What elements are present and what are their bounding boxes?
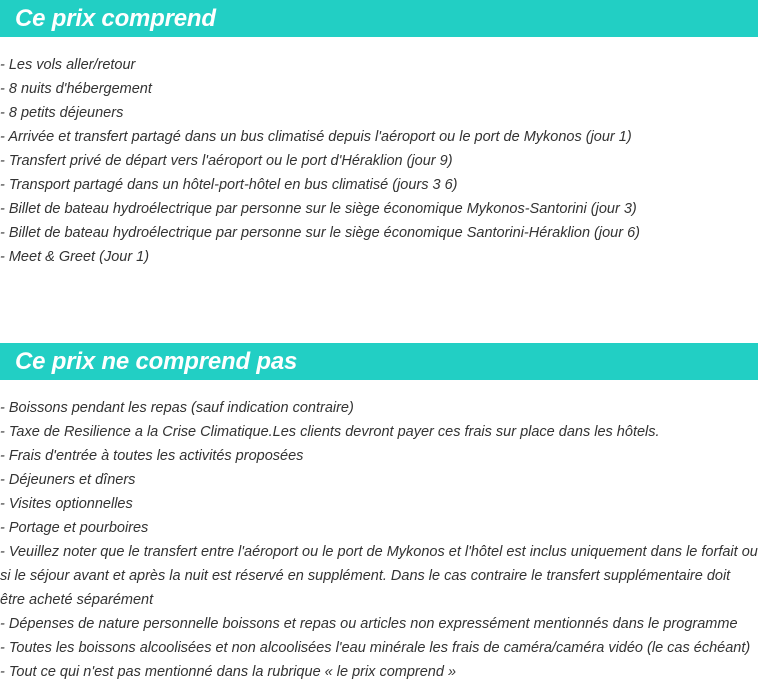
- excluded-items-list: [0, 396, 758, 684]
- excluded-item: - Boissons pendant les repas (sauf indication contraire): [0, 400, 354, 416]
- included-item: - Transport partagé dans un hôtel-port-hôtel en bus climatisé (jours 3 6): [0, 177, 458, 193]
- excluded-item: - Veuillez noter que le transfert entre l'aéroport ou le port de Mykonos et l'hôtel est inclus uniquement dans le forfait ou si le séjour avant et après la nuit est réservé en supplément. Dans le cas contraire le transfert supplémentaire doit être acheté séparément: [0, 544, 758, 608]
- included-item: - 8 petits déjeuners: [0, 105, 124, 121]
- included-item: - Meet & Greet (Jour 1): [0, 249, 150, 265]
- included-item: - Transfert privé de départ vers l'aéroport ou le port d'Héraklion (jour 9): [0, 153, 453, 169]
- excluded-item: - Toutes les boissons alcoolisées et non alcoolisées l'eau minérale les frais de caméra/caméra vidéo (le cas échéant): [0, 640, 751, 656]
- included-item: - 8 nuits d'hébergement: [0, 81, 152, 97]
- excluded-item: - Déjeuners et dîners: [0, 472, 136, 488]
- excluded-item: - Tout ce qui n'est pas mentionné dans la rubrique « le prix comprend »: [0, 664, 457, 680]
- excluded-section-title: Ce prix ne comprend pas: [15, 347, 298, 375]
- included-section-header: [0, 0, 758, 37]
- excluded-item: - Dépenses de nature personnelle boissons et repas ou articles non expressément mentionnés dans le programme: [0, 616, 738, 632]
- included-item: - Billet de bateau hydroélectrique par personne sur le siège économique Mykonos-Santorini (jour 3): [0, 201, 637, 217]
- excluded-item: - Taxe de Resilience a la Crise Climatique.Les clients devront payer ces frais sur place dans les hôtels.: [0, 424, 660, 440]
- included-section-title: Ce prix comprend: [15, 4, 216, 32]
- excluded-item: - Visites optionnelles: [0, 496, 133, 512]
- included-item: - Billet de bateau hydroélectrique par personne sur le siège économique Santorini-Héraklion (jour 6): [0, 225, 640, 241]
- included-item: - Arrivée et transfert partagé dans un bus climatisé depuis l'aéroport ou le port de Mykonos (jour 1): [0, 129, 632, 145]
- excluded-item: - Portage et pourboires: [0, 520, 149, 536]
- excluded-section-header: [0, 343, 758, 380]
- excluded-item: - Frais d'entrée à toutes les activités proposées: [0, 448, 304, 464]
- included-items-list: [0, 53, 758, 269]
- included-item: - Les vols aller/retour: [0, 57, 136, 73]
